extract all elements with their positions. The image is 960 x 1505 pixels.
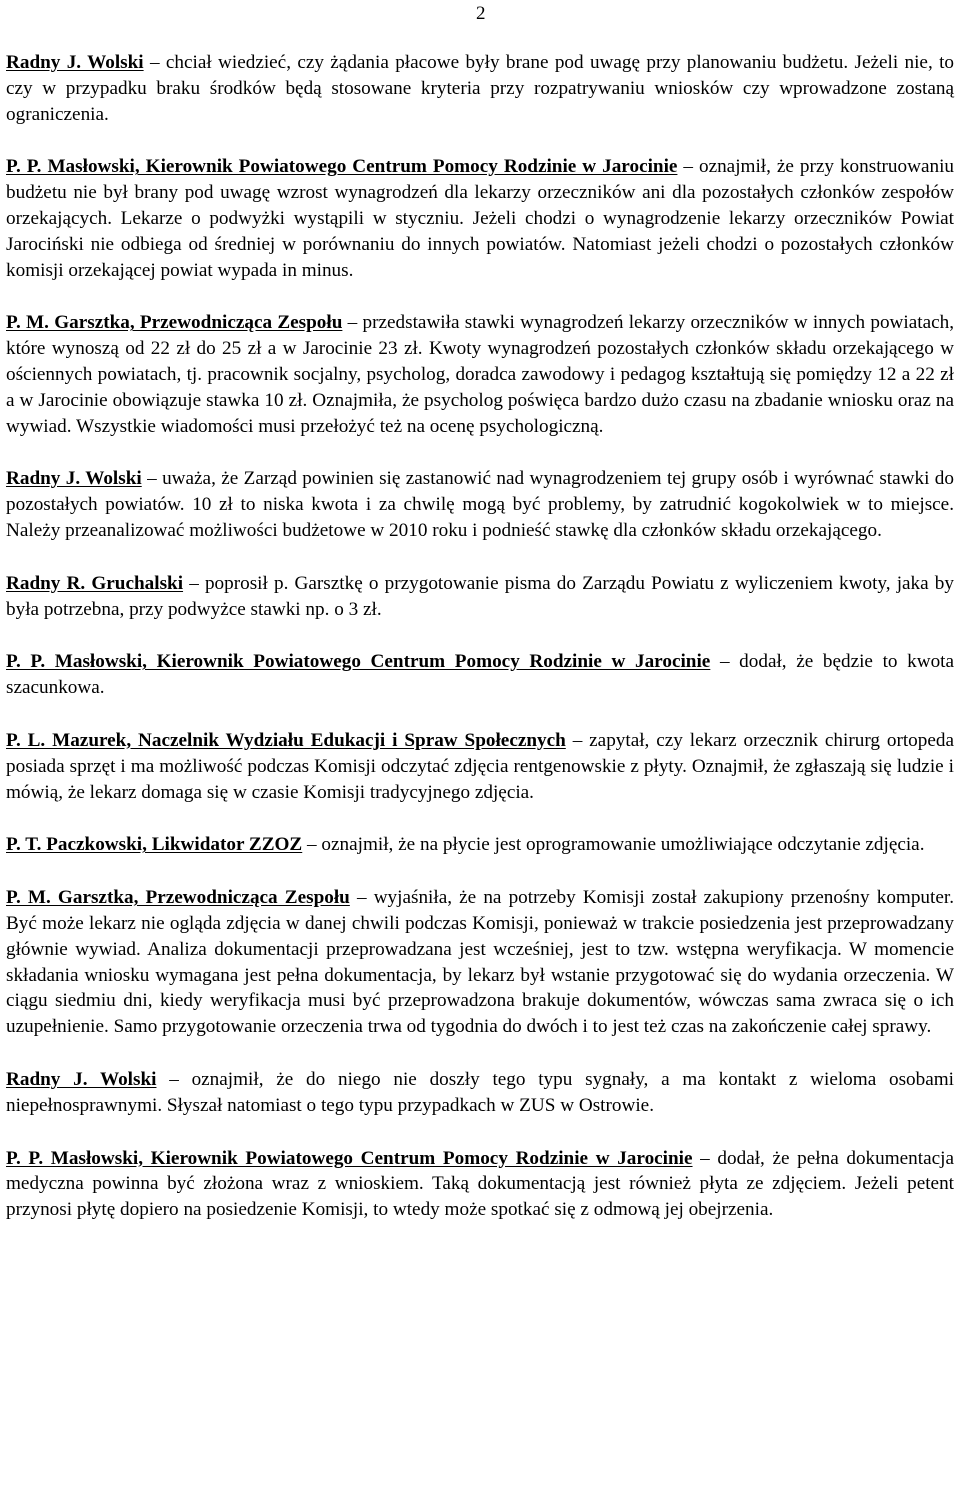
speaker-name: P. M. Garsztka, Przewodnicząca Zespołu (6, 312, 343, 334)
speaker-name: Radny J. Wolski (6, 52, 144, 73)
speaker-name: P. L. Mazurek, Naczelnik Wydziału Edukacji i Spraw Społecznych (6, 729, 566, 751)
paragraph-text: – przedstawiła stawki wynagrodzeń lekarzy orzeczników w innych powiatach, które wynoszą od 22 zł do 25 zł a w Jarocinie 23 zł. Kwoty wynagrodzeń pozostałych członków składu orzekającego w ościennych powiatach, tj. pracownik socjalny, psycholog, doradca zawodowy i pedagog kształtują się pomiędzy 12 a 22 zł a w Jarocinie obowiązuje stawka 10 zł. Oznajmiła, że psycholog poświęca bardzo dużo czasu na zbadanie wniosku oraz na wywiad. Wszystkie wiadomości musi przełożyć też na ocenę psychologiczną. (6, 312, 954, 437)
paragraph-text: – wyjaśniła, że na potrzeby Komisji został zakupiony przenośny komputer. Być może lekarz nie ogląda zdjęcia w danej chwili podczas Komisji, ponieważ w trakcie posiedzenia jest przeprowadzany głównie wywiad. Analiza dokumentacji przeprowadzana jest wcześniej, jest to tzw. wstępna weryfikacja. W momencie składania wniosku wymagana jest pełna dokumentacja, by lekarz był wstanie przygotować się do wydania orzeczenia. W ciągu siedmiu dni, kiedy weryfikacja musi być przeprowadzona brakuje dokumentów, wówczas sama zwraca się o ich uzupełnienie. Samo przygotowanie orzeczenia trwa od tygodnia do dwóch i to jest też czas na zakończenie całej sprawy. (6, 887, 954, 1038)
paragraph (6, 50, 954, 127)
speaker-name: P. M. Garsztka, Przewodnicząca Zespołu (6, 887, 350, 909)
paragraph-text: – dodał, że będzie to kwota szacunkowa. (6, 651, 955, 699)
speaker-name: Radny R. Gruchalski (6, 572, 184, 594)
speaker-name: Radny J. Wolski (6, 1068, 157, 1090)
paragraph (6, 1146, 954, 1223)
paragraph (6, 466, 954, 543)
paragraph (6, 1067, 954, 1119)
speaker-name: P. P. Masłowski, Kierownik Powiatowego Centrum Pomocy Rodzinie w Jarocinie (6, 651, 711, 673)
speaker-name: P. P. Masłowski, Kierownik Powiatowego Centrum Pomocy Rodzinie w Jarocinie (6, 156, 678, 178)
paragraph-text: – oznajmił, że do niego nie doszły tego typu sygnały, a ma kontakt z wieloma osobami niepełnosprawnymi. Słyszał natomiast o tego typu przypadkach w ZUS w Ostrowie. (6, 1068, 954, 1116)
paragraph (6, 154, 954, 283)
paragraph-text: – zapytał, czy lekarz orzecznik chirurg ortopeda posiada sprzęt i ma możliwość podczas Komisji odczytać zdjęcia rentgenowskie z płyty. Oznajmił, że zgłaszają się ludzie i mówią, że lekarz domaga się w czasie Komisji tradycyjnego zdjęcia. (6, 729, 954, 803)
speaker-name: P. T. Paczkowski, Likwidator ZZOZ (6, 834, 303, 856)
paragraph (6, 310, 954, 439)
paragraph (6, 571, 954, 623)
paragraph-text: – dodał, że pełna dokumentacja medyczna powinna być złożona wraz z wnioskiem. Taką dokumentacją jest również płyta ze zdjęciem. Jeżeli petent przynosi płytę dopiero na posiedzenie Komisji, to wtedy może spotkać się z odmową jej obejrzenia. (6, 1147, 954, 1221)
paragraph (6, 832, 954, 858)
paragraph (6, 885, 954, 1040)
speaker-name: Radny J. Wolski (6, 468, 142, 490)
paragraph-text: – oznajmił, że przy konstruowaniu budżetu nie był brany pod uwagę wzrost wynagrodzeń dla lekarzy orzeczników ani dla pozostałych członków zespołów orzekających. Lekarze o podwyżki wystąpili w styczniu. Jeżeli chodzi o wynagrodzenie lekarzy orzeczników Powiat Jarociński nie odbiega od średniej w porównaniu do innych powiatów. Natomiast jeżeli chodzi o pozostałych członków komisji orzekającej powiat wypada in minus. (6, 156, 954, 281)
paragraph (6, 649, 954, 701)
paragraph-text: – oznajmił, że na płycie jest oprogramowanie umożliwiające odczytanie zdjęcia. (302, 834, 925, 856)
document-body (6, 50, 954, 1250)
paragraph-text: – poprosił p. Garsztkę o przygotowanie pisma do Zarządu Powiatu z wyliczeniem kwoty, jaka by była potrzebna, przy podwyżce stawki np. o 3 zł. (6, 572, 954, 620)
paragraph-text: – chciał wiedzieć, czy żądania płacowe były brane pod uwagę przy planowaniu budżetu. Jeżeli nie, to czy w przypadku braku środków będą stosowane kryteria przy rozpatrywaniu wniosków czy wprowadzone zostaną ograniczenia. (6, 52, 955, 125)
paragraph (6, 728, 954, 805)
speaker-name: P. P. Masłowski, Kierownik Powiatowego Centrum Pomocy Rodzinie w Jarocinie (6, 1147, 693, 1169)
page-number: 2 (476, 3, 486, 24)
paragraph-text: – uważa, że Zarząd powinien się zastanowić nad wynagrodzeniem tej grupy osób i wyrównać stawki do pozostałych powiatów. 10 zł to niska kwota i za chwilę mogą być problemy, by zatrudnić kogokolwiek w to miejsce. Należy przeanalizować możliwości budżetowe w 2010 roku i podnieść stawkę dla członków składu orzekającego. (6, 468, 954, 541)
